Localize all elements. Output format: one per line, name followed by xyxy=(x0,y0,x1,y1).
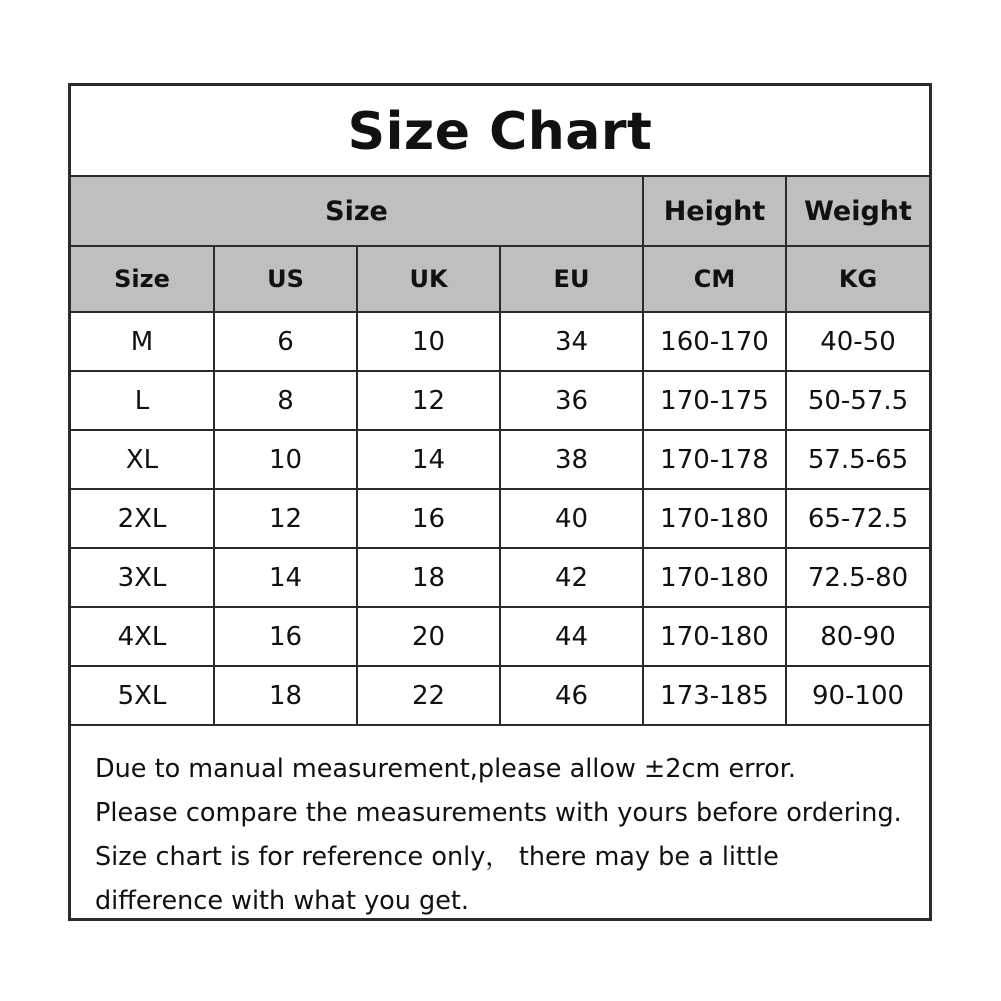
page-title: Size Chart xyxy=(347,102,653,162)
cell-eu: 44 xyxy=(500,607,643,666)
cell-kg: 90-100 xyxy=(786,666,929,725)
notes-block xyxy=(71,726,929,923)
group-header-size: Size xyxy=(71,176,643,246)
column-header-us: US xyxy=(214,246,357,312)
cell-eu: 38 xyxy=(500,430,643,489)
note-line: Size chart is for reference only， there may be a little xyxy=(95,841,779,872)
table-row xyxy=(71,430,929,489)
cell-uk: 16 xyxy=(357,489,500,548)
cell-uk: 14 xyxy=(357,430,500,489)
cell-kg: 50-57.5 xyxy=(786,371,929,430)
cell-us: 18 xyxy=(214,666,357,725)
column-header-row xyxy=(71,246,929,312)
table-row xyxy=(71,489,929,548)
table-row xyxy=(71,548,929,607)
cell-eu: 40 xyxy=(500,489,643,548)
cell-uk: 20 xyxy=(357,607,500,666)
cell-eu: 34 xyxy=(500,312,643,371)
column-header-kg: KG xyxy=(786,246,929,312)
group-header-height: Height xyxy=(643,176,786,246)
cell-uk: 22 xyxy=(357,666,500,725)
table-row xyxy=(71,371,929,430)
table-row xyxy=(71,607,929,666)
cell-kg: 57.5-65 xyxy=(786,430,929,489)
cell-cm: 170-180 xyxy=(643,548,786,607)
cell-uk: 10 xyxy=(357,312,500,371)
cell-eu: 42 xyxy=(500,548,643,607)
note-line: Due to manual measurement,please allow ±2cm error. xyxy=(95,754,796,785)
cell-kg: 40-50 xyxy=(786,312,929,371)
cell-cm: 170-178 xyxy=(643,430,786,489)
cell-us: 10 xyxy=(214,430,357,489)
cell-size: 2XL xyxy=(71,489,214,548)
cell-cm: 160-170 xyxy=(643,312,786,371)
cell-us: 12 xyxy=(214,489,357,548)
column-header-cm: CM xyxy=(643,246,786,312)
size-chart-table xyxy=(71,175,929,726)
cell-size: M xyxy=(71,312,214,371)
column-header-uk: UK xyxy=(357,246,500,312)
cell-kg: 65-72.5 xyxy=(786,489,929,548)
table-row xyxy=(71,312,929,371)
cell-cm: 173-185 xyxy=(643,666,786,725)
table-row xyxy=(71,666,929,725)
cell-size: XL xyxy=(71,430,214,489)
cell-kg: 72.5-80 xyxy=(786,548,929,607)
group-header-weight: Weight xyxy=(786,176,929,246)
cell-eu: 36 xyxy=(500,371,643,430)
cell-us: 16 xyxy=(214,607,357,666)
group-header-row xyxy=(71,176,929,246)
cell-uk: 18 xyxy=(357,548,500,607)
cell-size: 5XL xyxy=(71,666,214,725)
cell-cm: 170-180 xyxy=(643,607,786,666)
cell-eu: 46 xyxy=(500,666,643,725)
cell-kg: 80-90 xyxy=(786,607,929,666)
cell-uk: 12 xyxy=(357,371,500,430)
cell-size: L xyxy=(71,371,214,430)
cell-us: 14 xyxy=(214,548,357,607)
cell-size: 3XL xyxy=(71,548,214,607)
cell-cm: 170-180 xyxy=(643,489,786,548)
cell-size: 4XL xyxy=(71,607,214,666)
note-line: Please compare the measurements with yours before ordering. xyxy=(95,798,902,829)
cell-us: 8 xyxy=(214,371,357,430)
cell-us: 6 xyxy=(214,312,357,371)
column-header-size: Size xyxy=(71,246,214,312)
size-chart-frame xyxy=(68,83,932,921)
cell-cm: 170-175 xyxy=(643,371,786,430)
note-line: difference with what you get. xyxy=(95,885,470,916)
column-header-eu: EU xyxy=(500,246,643,312)
